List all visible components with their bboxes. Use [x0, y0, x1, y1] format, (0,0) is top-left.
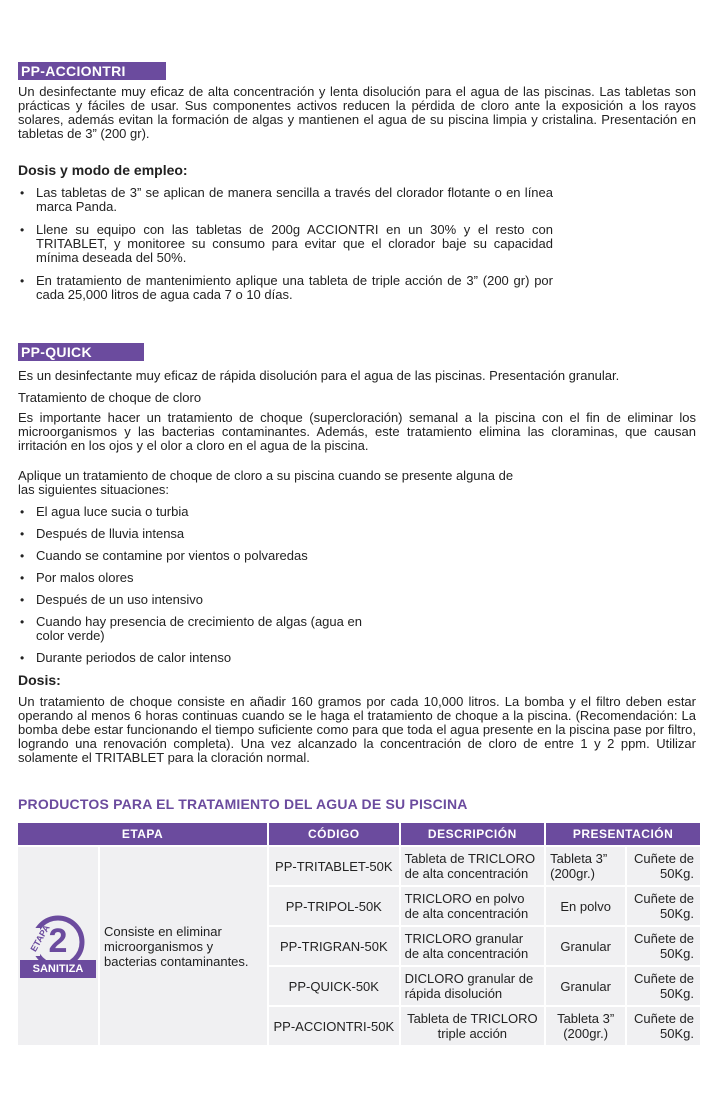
product-container: Cuñete de 50Kg.	[627, 847, 700, 885]
quick-paragraph-2: Aplique un tratamiento de choque de cloro a su piscina cuando se presente alguna de las siguientes situaciones:	[18, 468, 514, 497]
section-acciontri	[18, 62, 696, 311]
product-container: Cuñete de 50Kg.	[627, 967, 700, 1005]
quick-dosis-heading: Dosis:	[18, 672, 61, 688]
list-item: • Cuando hay presencia de crecimiento de algas (agua en color verde)	[18, 615, 366, 643]
acciontri-dosis-list	[18, 186, 553, 302]
products-title: PRODUCTOS PARA EL TRATAMIENTO DEL AGUA DE SU PISCINA	[18, 796, 468, 812]
product-container: Cuñete de 50Kg.	[627, 927, 700, 965]
section-title-quick: PP-QUICK	[18, 343, 144, 361]
header-etapa: ETAPA	[18, 823, 267, 845]
list-item: • Durante periodos de calor intenso	[18, 651, 696, 665]
product-description: DICLORO granular de rápida disolución	[401, 967, 545, 1005]
product-container: Cuñete de 50Kg.	[627, 887, 700, 925]
list-item: • Después de lluvia intensa	[18, 527, 696, 541]
product-code: PP-TRIPOL-50K	[269, 887, 399, 925]
quick-subheading: Tratamiento de choque de cloro	[18, 390, 202, 405]
header-codigo: CÓDIGO	[269, 823, 399, 845]
table-header-row	[18, 823, 700, 845]
list-item: • Cuando se contamine por vientos o polvaredas	[18, 549, 696, 563]
product-description: Tableta de TRICLORO de alta concentración	[401, 847, 545, 885]
quick-situations-list	[18, 505, 696, 665]
product-description: TRICLORO en polvo de alta concentración	[401, 887, 545, 925]
badge-number: 2	[48, 922, 68, 960]
quick-intro: Es un desinfectante muy eficaz de rápida disolución para el agua de las piscinas. Presentación granular.	[18, 368, 620, 383]
acciontri-intro: Un desinfectante muy eficaz de alta concentración y lenta disolución para el agua de las piscinas. Las tabletas son prácticas y fáciles de usar. Sus componentes activos reducen la pérdida de cloro ante la exposición a los rayos solares, además evitan la formación de algas y mantienen el agua de su piscina limpia y cristalina. Presentación en tabletas de 3” (200 gr).	[18, 84, 696, 141]
section-title-acciontri: PP-ACCIONTRI	[18, 62, 166, 80]
product-presentation: Granular	[546, 967, 625, 1005]
list-item: • Después de un uso intensivo	[18, 593, 696, 607]
badge-label: ETAPA	[28, 923, 52, 954]
header-descripcion: DESCRIPCIÓN	[401, 823, 545, 845]
product-description: Tableta de TRICLORO triple acción	[401, 1007, 545, 1045]
product-presentation: Granular	[546, 927, 625, 965]
stage-badge	[18, 906, 98, 986]
product-code: PP-ACCIONTRI-50K	[269, 1007, 399, 1045]
product-container: Cuñete de 50Kg.	[627, 1007, 700, 1045]
product-presentation: Tableta 3” (200gr.)	[546, 847, 625, 885]
badge-name: SANITIZA	[32, 963, 84, 975]
product-presentation: En polvo	[546, 887, 625, 925]
table-row	[18, 847, 700, 885]
stage-description: Consiste en eliminar microorganismos y bacterias contaminantes.	[100, 847, 267, 1045]
product-description: TRICLORO granular de alta concentración	[401, 927, 545, 965]
stage-badge-cell	[18, 847, 98, 1045]
product-code: PP-TRIGRAN-50K	[269, 927, 399, 965]
product-code: PP-TRITABLET-50K	[269, 847, 399, 885]
header-presentacion: PRESENTACIÓN	[546, 823, 700, 845]
list-item: • Llene su equipo con las tabletas de 200g ACCIONTRI en un 30% y el resto con TRITABLET, y monitoree su consumo para evitar que el clorador baje su capacidad mínima deseada del 50%.	[18, 223, 553, 265]
product-presentation: Tableta 3” (200gr.)	[546, 1007, 625, 1045]
list-item: • El agua luce sucia o turbia	[18, 505, 696, 519]
list-item: • Las tabletas de 3” se aplican de manera sencilla a través del clorador flotante o en línea marca Panda.	[18, 186, 553, 214]
section-quick	[18, 343, 696, 765]
quick-dosis-text: Un tratamiento de choque consiste en añadir 160 gramos por cada 10,000 litros. La bomba y el filtro deben estar operando al menos 6 horas continuas cuando se le haga el tratamiento de choque a la piscina. (Recomendación: La bomba debe estar funcionando el tiempo suficiente como para que toda el agua presente en la piscina pase por filtro, logrando una renovación completa). Una vez alcanzado la concentración de cloro de entre 1 y 2 ppm. Utilizar solamente el TRITABLET para la cloración normal.	[18, 694, 696, 765]
products-table	[16, 821, 702, 1047]
quick-paragraph-1: Es importante hacer un tratamiento de choque (supercloración) semanal a la piscina con el fin de eliminar los microorganismos y las bacterias contaminantes. Además, este tratamiento elimina las cloraminas, que causan irritación en los ojos y el olor a cloro en el agua de la piscina.	[18, 410, 696, 453]
list-item: • Por malos olores	[18, 571, 696, 585]
list-item: • En tratamiento de mantenimiento aplique una tableta de triple acción de 3” (200 gr) por cada 25,000 litros de agua cada 7 o 10 días.	[18, 274, 553, 302]
acciontri-dosis-heading: Dosis y modo de empleo:	[18, 162, 188, 178]
product-code: PP-QUICK-50K	[269, 967, 399, 1005]
